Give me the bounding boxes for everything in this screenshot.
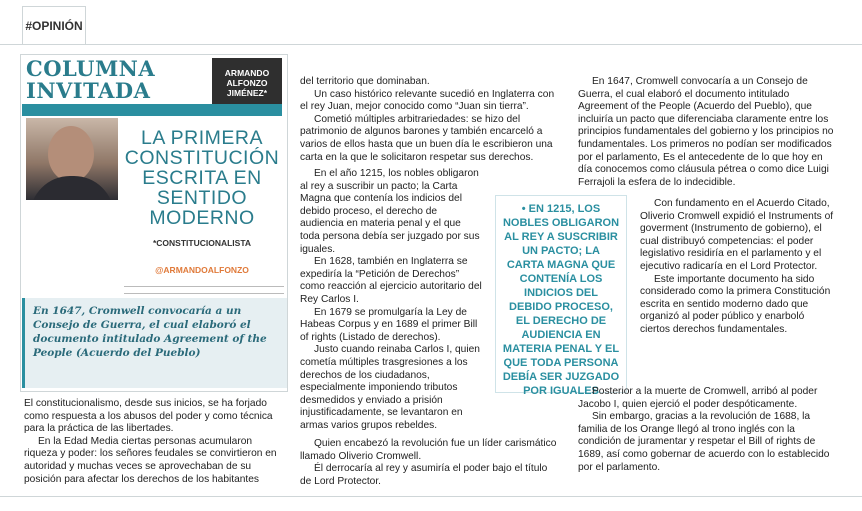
lead-quote: En 1647, Cromwell convocaría a un Consejo de Guerra, el cual elaboró el documento intitulado Agreement of the People (Acuerdo del Pueblo) [33,305,267,359]
section-tab[interactable]: #OPINIÓN [22,6,86,45]
teal-accent-bar [22,104,282,116]
paragraph: En 1628, también en Inglaterra se expediría la “Petición de Derechos” como reacción al ejercicio autoritario del Rey Carlos I. [300,256,482,305]
column-1 [24,398,282,486]
pull-quote-box [495,195,627,397]
paragraph: El constitucionalismo, desde sus inicios, se ha forjado como respuesta a los abusos del poder y como técnica para la práctica de las libertades. [24,398,273,435]
lead-quote-box [22,298,287,388]
top-divider [0,44,862,45]
paragraph: Él derrocaría al rey y asumiría el poder bajo el título de Lord Protector. [300,463,548,487]
paragraph: del territorio que dominaban. [300,76,430,87]
author-tagline: *CONSTITUCIONALISTA [152,238,252,248]
pull-quote: • EN 1215, LOS NOBLES OBLIGARON AL REY A SUSCRIBIR UN PACTO; LA CARTA MAGNA QUE CONTENÍA LOS INDICIOS DEL DEBIDO PROCESO, EL DERECHO DE AUDIENCIA EN MATERIA PENAL Y EL QUE TODA PERSONA DEBÍA SER JUZGADO POR IGUALES [502,203,620,397]
article-headline: LA PRIMERA CONSTITUCIÓN ESCRITA EN SENTIDO MODERNO [124,127,280,229]
paragraph: En 1647, Cromwell convocaría a un Consejo de Guerra, el cual elaboró el documento intitulado Agreement of the People (Acuerdo del Pueblo), que incluiría un pacto que diferenciaba claramente entre los principios fundamentales del gobierno y los principios no fundamentales. Los primeros no podían ser modificados por el parlamento, Es el antecedente de lo que hoy en día conocemos como cláusula pétrea o como dice Luigi Ferrajoli la esfera de lo indecidible. [578,76,834,188]
column-2-bottom [300,438,558,488]
paragraph: Quien encabezó la revolución fue un líder carismático llamado Oliverio Cromwell. [300,438,557,462]
decorative-rule [124,286,284,294]
paragraph: En el año 1215, los nobles obligaron al rey a suscribir un pacto; la Carta Magna que contenía los indicios del debido proceso, el derecho de audiencia en materia penal y el que toda persona debía ser juzgado por sus iguales. [300,168,480,255]
paragraph: Sin embargo, gracias a la revolución de 1688, la familia de los Orange llegó al trono inglés con la condición de juramentar y respetar el Bill of rights de 1689, así como gobernar de acuerdo con lo establecido por el parlamento. [578,411,830,473]
paragraph: En 1679 se promulgaría la Ley de Habeas Corpus y en 1689 el primer Bill of rights (Listado de derechos). [300,306,478,343]
author-photo [26,118,118,200]
paragraph: Un caso histórico relevante sucedió en Inglaterra con el rey Juan, mejor conocido como “Juan sin tierra”. [300,88,555,113]
column-title: COLUMNA INVITADA [26,56,156,103]
author-name-box: ARMANDO ALFONZO JIMÉNEZ* [212,58,282,108]
column-3-top [578,76,836,189]
column-2-top [300,76,558,164]
column-3-bottom [578,386,836,474]
paragraph: Justo cuando reinaba Carlos I, quien cometía múltiples trasgresiones a los derechos de los ciudadanos, especialmente imponiendo tributos desmedidos y enviado a prisión injustificadamente, se levantaron en armas varios grupos rebeldes. [300,344,480,431]
paragraph: Este importante documento ha sido considerado como la primera Constitución escrita en sentido moderno dado que organizó al poder público y enarboló ciertos derechos fundamentales. [640,273,831,335]
paragraph: Con fundamento en el Acuerdo Citado, Oliverio Cromwell expidió el Instruments of goverment (Instrumento de gobierno), el cual distribuyó competencias: el poder legislativo residiría en el parlamento y el ejecutivo radicaría en el Lord Protector. [640,198,834,272]
paragraph: Cometió múltiples arbitrariedades: se hizo del patrimonio de algunos barones y también encarceló a varios de ellos hasta que un buen día le escribieron una carta en la que le solicitaron respetar sus derechos. [300,113,553,163]
paragraph: Posterior a la muerte de Cromwell, arribó al poder Jacobo I, quien ejerció el poder despóticamente. [578,386,818,410]
bottom-divider [0,496,862,497]
column-3-wrap [640,198,836,337]
author-handle[interactable]: @ARMANDOALFONZO [155,265,249,275]
paragraph: En la Edad Media ciertas personas acumularon riqueza y poder: los señores feudales se convirtieron en autoridad y muchas veces se aprovechaban de su posición para afectar los derechos de los habitantes [24,435,277,485]
column-2-wrap [300,168,482,432]
